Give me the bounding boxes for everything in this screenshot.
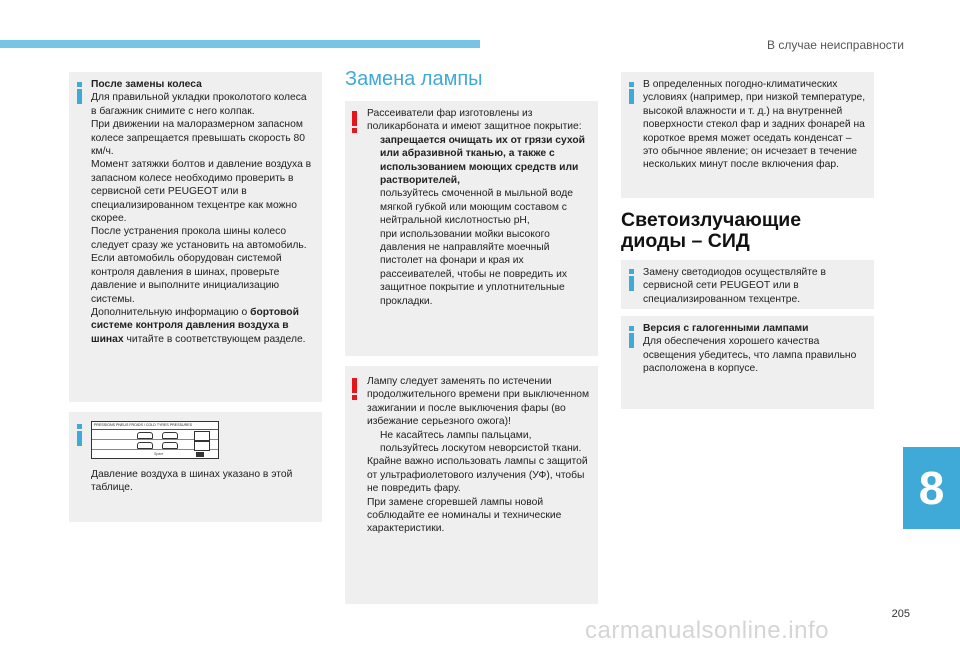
- page-number: 205: [891, 608, 910, 620]
- watermark: carmanualsonline.info: [585, 617, 829, 644]
- info-icon: [629, 82, 634, 104]
- info-icon: [77, 82, 82, 104]
- note-led-replacement: [621, 260, 874, 309]
- note-after-wheel-change: [69, 72, 322, 402]
- chapter-tab: 8: [903, 447, 960, 529]
- warning-bulb-replacement: [345, 366, 598, 604]
- header-rule: [0, 40, 480, 48]
- list-item: при использовании мойки высокого давления не направляйте моечный пистолет на фонари и края их рассеивателей, чтобы не повредить их защитное покрытие и уплотнительные прокладки.: [380, 228, 568, 307]
- paragraph: Момент затяжки болтов и давление воздуха в запасном колесе необходимо проверить в сервисной сети PEUGEOT или в специализированном техцентре как можно скорее.: [91, 159, 312, 225]
- section-title-bulb: Замена лампы: [345, 68, 483, 90]
- label-header: PRESSIONS PNEUS FROIDS / COLD TYRES PRESSURES: [92, 422, 218, 430]
- note-tire-pressure: [69, 412, 322, 522]
- warning-icon: [352, 111, 357, 133]
- note-halogen-version: [621, 316, 874, 409]
- note-title: После замены колеса: [91, 79, 202, 90]
- car-loaded-icon: [162, 442, 178, 449]
- paragraph: Лампу следует заменять по истечении продолжительного времени при выключенном зажигании и после выключения фары (во избежание серьезного ожога)!: [367, 376, 590, 428]
- warning-headlamp-lenses: [345, 101, 598, 356]
- car-icon: [137, 432, 153, 439]
- paragraph: Замену светодиодов осуществляйте в сервисной сети PEUGEOT или в специализированном техцентре.: [643, 267, 826, 305]
- list-item: пользуйтесь смоченной в мыльной воде мягкой губкой или моющим составом с нейтральной кислотностью pH,: [380, 188, 573, 227]
- info-icon: [629, 269, 634, 291]
- spare-icon: [196, 452, 204, 457]
- info-icon: [77, 424, 82, 446]
- list-item: Не касайтесь лампы пальцами, пользуйтесь лоскутом неворсистой ткани.: [380, 429, 582, 455]
- paragraph: При движении на малоразмерном запасном колесе запрещается превышать скорость 80 км/ч.: [91, 119, 305, 158]
- spare-label: Spare: [154, 451, 164, 456]
- warning-icon: [352, 378, 357, 400]
- paragraph: Для правильной укладки проколотого колеса в багажник снимите с него колпак.: [91, 92, 307, 117]
- paragraph: Для обеспечения хорошего качества освещения убедитесь, что лампа правильно расположена в корпусе.: [643, 336, 857, 375]
- paragraph: При замене сгоревшей лампы новой соблюдайте ее номиналы и технические характеристики.: [367, 496, 562, 535]
- list-item: запрещается очищать их от грязи сухой или абразивной тканью, а также с использованием моющих средств или растворителей,: [380, 134, 585, 187]
- car-icon: [137, 442, 153, 449]
- note-title: Версия с галогенными лампами: [643, 323, 809, 334]
- section-title-led: Светоизлучающие диоды – СИД: [621, 209, 802, 252]
- paragraph: Если автомобиль оборудован системой контроля давления в шинах, проверьте давление и выполните инициализацию системы.: [91, 253, 282, 305]
- info-icon: [629, 326, 634, 348]
- tire-pressure-text: Давление воздуха в шинах указано в этой таблице.: [91, 469, 293, 494]
- paragraph: После устранения прокола шины колесо следует сразу же установить на автомобиль.: [91, 226, 307, 251]
- note-condensation: [621, 72, 874, 198]
- tire-pressure-label-image: [91, 421, 219, 459]
- page-header: В случае неисправности: [767, 38, 904, 52]
- paragraph: Дополнительную информацию о бортовой системе контроля давления воздуха в шинах читайте в соответствующем разделе.: [91, 306, 306, 345]
- paragraph: Крайне важно использовать лампы с защитой от ультрафиолетового излучения (УФ), чтобы не повредить фару.: [367, 456, 588, 495]
- bold-link-text: бортовой системе контроля давления воздуха в шинах: [91, 306, 299, 345]
- paragraph: Рассеиватели фар изготовлены из поликарбоната и имеют защитное покрытие:: [367, 108, 582, 133]
- car-loaded-icon: [162, 432, 178, 439]
- paragraph: В определенных погодно-климатических условиях (например, при низкой температуре, высокой влажности и т. д.) на внутренней поверхности стекол фар и задних фонарей на короткое время может оседать конденсат – это обычное явление; он исчезает в течение нескольких минут после включения фар.: [643, 79, 866, 171]
